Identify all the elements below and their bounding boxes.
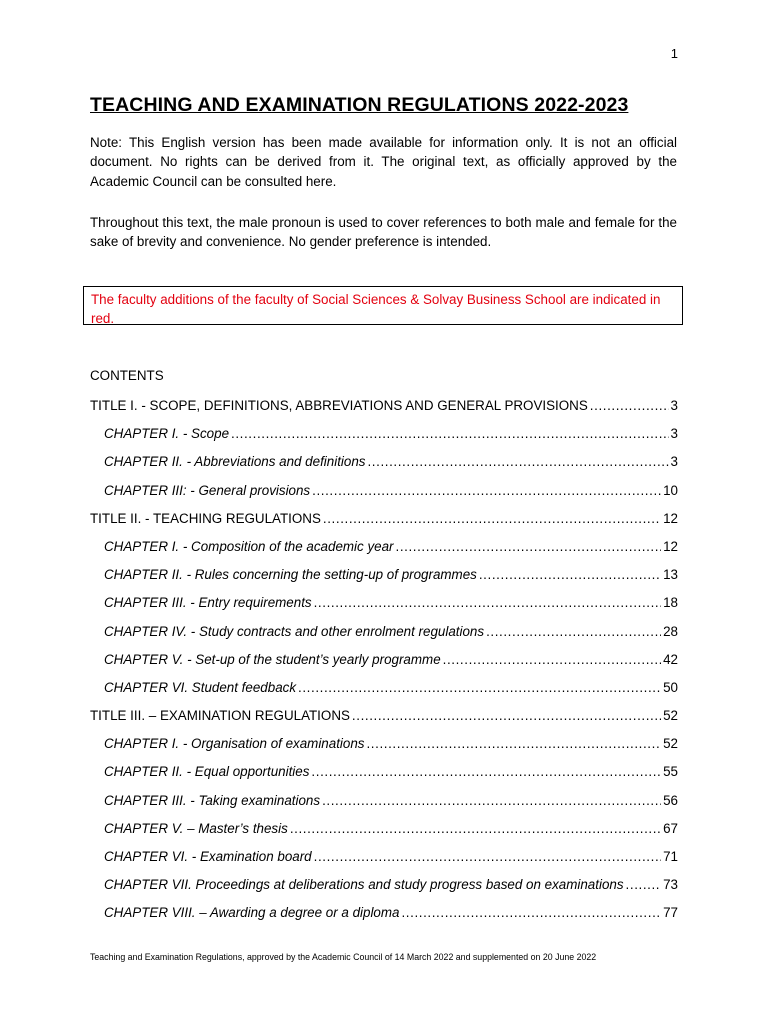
toc-dot-leader: [231, 426, 669, 441]
toc-entry-label: CHAPTER VII. Proceedings at deliberations and study progress based on examinations: [104, 877, 624, 893]
contents-heading: CONTENTS: [90, 368, 164, 383]
toc-entry[interactable]: [90, 483, 678, 511]
toc-entry-page: 71: [663, 849, 678, 864]
toc-dot-leader: [314, 849, 661, 864]
toc-entry[interactable]: [90, 595, 678, 623]
toc-entry[interactable]: [90, 539, 678, 567]
toc-entry-page: 18: [663, 595, 678, 611]
toc-entry-label: CHAPTER III. - Entry requirements: [104, 595, 312, 611]
toc-entry-label: CHAPTER II. - Equal opportunities: [104, 764, 310, 780]
toc-dot-leader: [367, 454, 668, 469]
toc-entry-page: 55: [663, 764, 678, 780]
toc-entry-label: CHAPTER I. - Scope: [104, 426, 230, 442]
toc-dot-leader: [401, 905, 661, 920]
toc-entry[interactable]: [90, 680, 678, 708]
toc-entry-label: CHAPTER IV. - Study contracts and other enrolment regulations: [104, 623, 485, 639]
toc-entry[interactable]: [90, 652, 678, 680]
toc-entry-label: TITLE III. – EXAMINATION REGULATIONS: [90, 708, 350, 724]
toc-dot-leader: [322, 793, 661, 808]
toc-entry-page: 56: [663, 792, 678, 808]
toc-entry[interactable]: [90, 426, 678, 454]
toc-entry-page: 73: [663, 877, 678, 893]
toc-entry-label: CHAPTER VIII. – Awarding a degree or a diploma: [104, 905, 400, 921]
toc-dot-leader: [366, 736, 661, 751]
toc-entry[interactable]: [90, 793, 678, 821]
toc-entry-page: 3: [670, 398, 678, 413]
toc-entry[interactable]: [90, 736, 678, 764]
toc-dot-leader: [626, 877, 662, 892]
english-version-note: Note: This English version has been made available for information only. It is not an official document. No rights can be derived from it. The original text, as officially approved by the Academic Council can be consulted here.: [90, 135, 677, 189]
toc-entry-label: CHAPTER VI. - Examination board: [104, 849, 312, 864]
toc-entry-page: 50: [663, 679, 678, 695]
toc-entry-label: CHAPTER III. - Taking examinations: [104, 792, 321, 808]
toc-dot-leader: [314, 595, 661, 610]
toc-entry-page: 12: [663, 510, 678, 526]
toc-dot-leader: [298, 680, 661, 695]
toc-entry-label: TITLE II. - TEACHING REGULATIONS: [90, 510, 321, 526]
toc-entry[interactable]: [90, 624, 678, 652]
toc-entry-page: 13: [663, 567, 678, 583]
toc-entry-label: CHAPTER VI. Student feedback: [104, 679, 297, 695]
toc-entry[interactable]: [90, 849, 678, 877]
toc-entry-label: TITLE I. - SCOPE, DEFINITIONS, ABBREVIATIONS AND GENERAL PROVISIONS: [90, 398, 588, 413]
toc-entry-label: CHAPTER II. - Rules concerning the setting-up of programmes: [104, 567, 477, 583]
toc-entry-label: CHAPTER I. - Organisation of examinations: [104, 736, 365, 752]
toc-entry[interactable]: [90, 821, 678, 849]
toc-entry-page: 10: [663, 482, 678, 498]
toc-dot-leader: [479, 567, 661, 582]
toc-entry[interactable]: [90, 764, 678, 792]
toc-entry-page: 52: [663, 736, 678, 752]
toc-entry-label: CHAPTER V. - Set-up of the student’s yearly programme: [104, 651, 441, 667]
toc-entry-page: 3: [670, 426, 678, 442]
toc-entry[interactable]: [90, 454, 678, 482]
toc-dot-leader: [323, 511, 661, 526]
toc-entry-page: 67: [663, 820, 678, 836]
toc-entry[interactable]: [90, 905, 678, 933]
toc-dot-leader: [590, 398, 669, 413]
toc-entry-page: 42: [663, 651, 678, 667]
toc-dot-leader: [396, 539, 662, 554]
toc-entry-label: CHAPTER II. - Abbreviations and definitions: [104, 454, 366, 470]
toc-entry-label: CHAPTER V. – Master’s thesis: [104, 820, 288, 836]
toc-entry-page: 28: [663, 623, 678, 639]
faculty-additions-notice: The faculty additions of the faculty of Social Sciences & Solvay Business School are indicated in red.: [83, 286, 683, 325]
pronoun-note: Throughout this text, the male pronoun is used to cover references to both male and female for the sake of brevity and convenience. No gender preference is intended.: [90, 215, 677, 250]
toc-entry-page: 3: [670, 454, 678, 470]
toc-entry-label: CHAPTER I. - Composition of the academic year: [104, 538, 394, 554]
toc-dot-leader: [311, 764, 661, 779]
toc-dot-leader: [312, 483, 661, 498]
document-title: TEACHING AND EXAMINATION REGULATIONS 2022-2023: [90, 94, 629, 116]
toc-entry-label: CHAPTER III: - General provisions: [104, 482, 311, 498]
toc-entry[interactable]: [90, 511, 678, 539]
toc-entry-page: 77: [663, 905, 678, 921]
toc-entry[interactable]: [90, 567, 678, 595]
toc-dot-leader: [443, 652, 661, 667]
page-number: 1: [670, 46, 678, 61]
toc-entry[interactable]: [90, 398, 678, 426]
toc-entry-page: 12: [663, 538, 678, 554]
toc-dot-leader: [290, 821, 661, 836]
page-footer: Teaching and Examination Regulations, approved by the Academic Council of 14 March 2022 and supplemented on 20 June 2022: [90, 952, 597, 962]
toc-entry[interactable]: [90, 877, 678, 905]
toc-dot-leader: [352, 708, 661, 723]
toc-entry[interactable]: [90, 708, 678, 736]
toc-entry-page: 52: [663, 708, 678, 724]
table-of-contents: [90, 398, 678, 934]
toc-dot-leader: [486, 624, 661, 639]
